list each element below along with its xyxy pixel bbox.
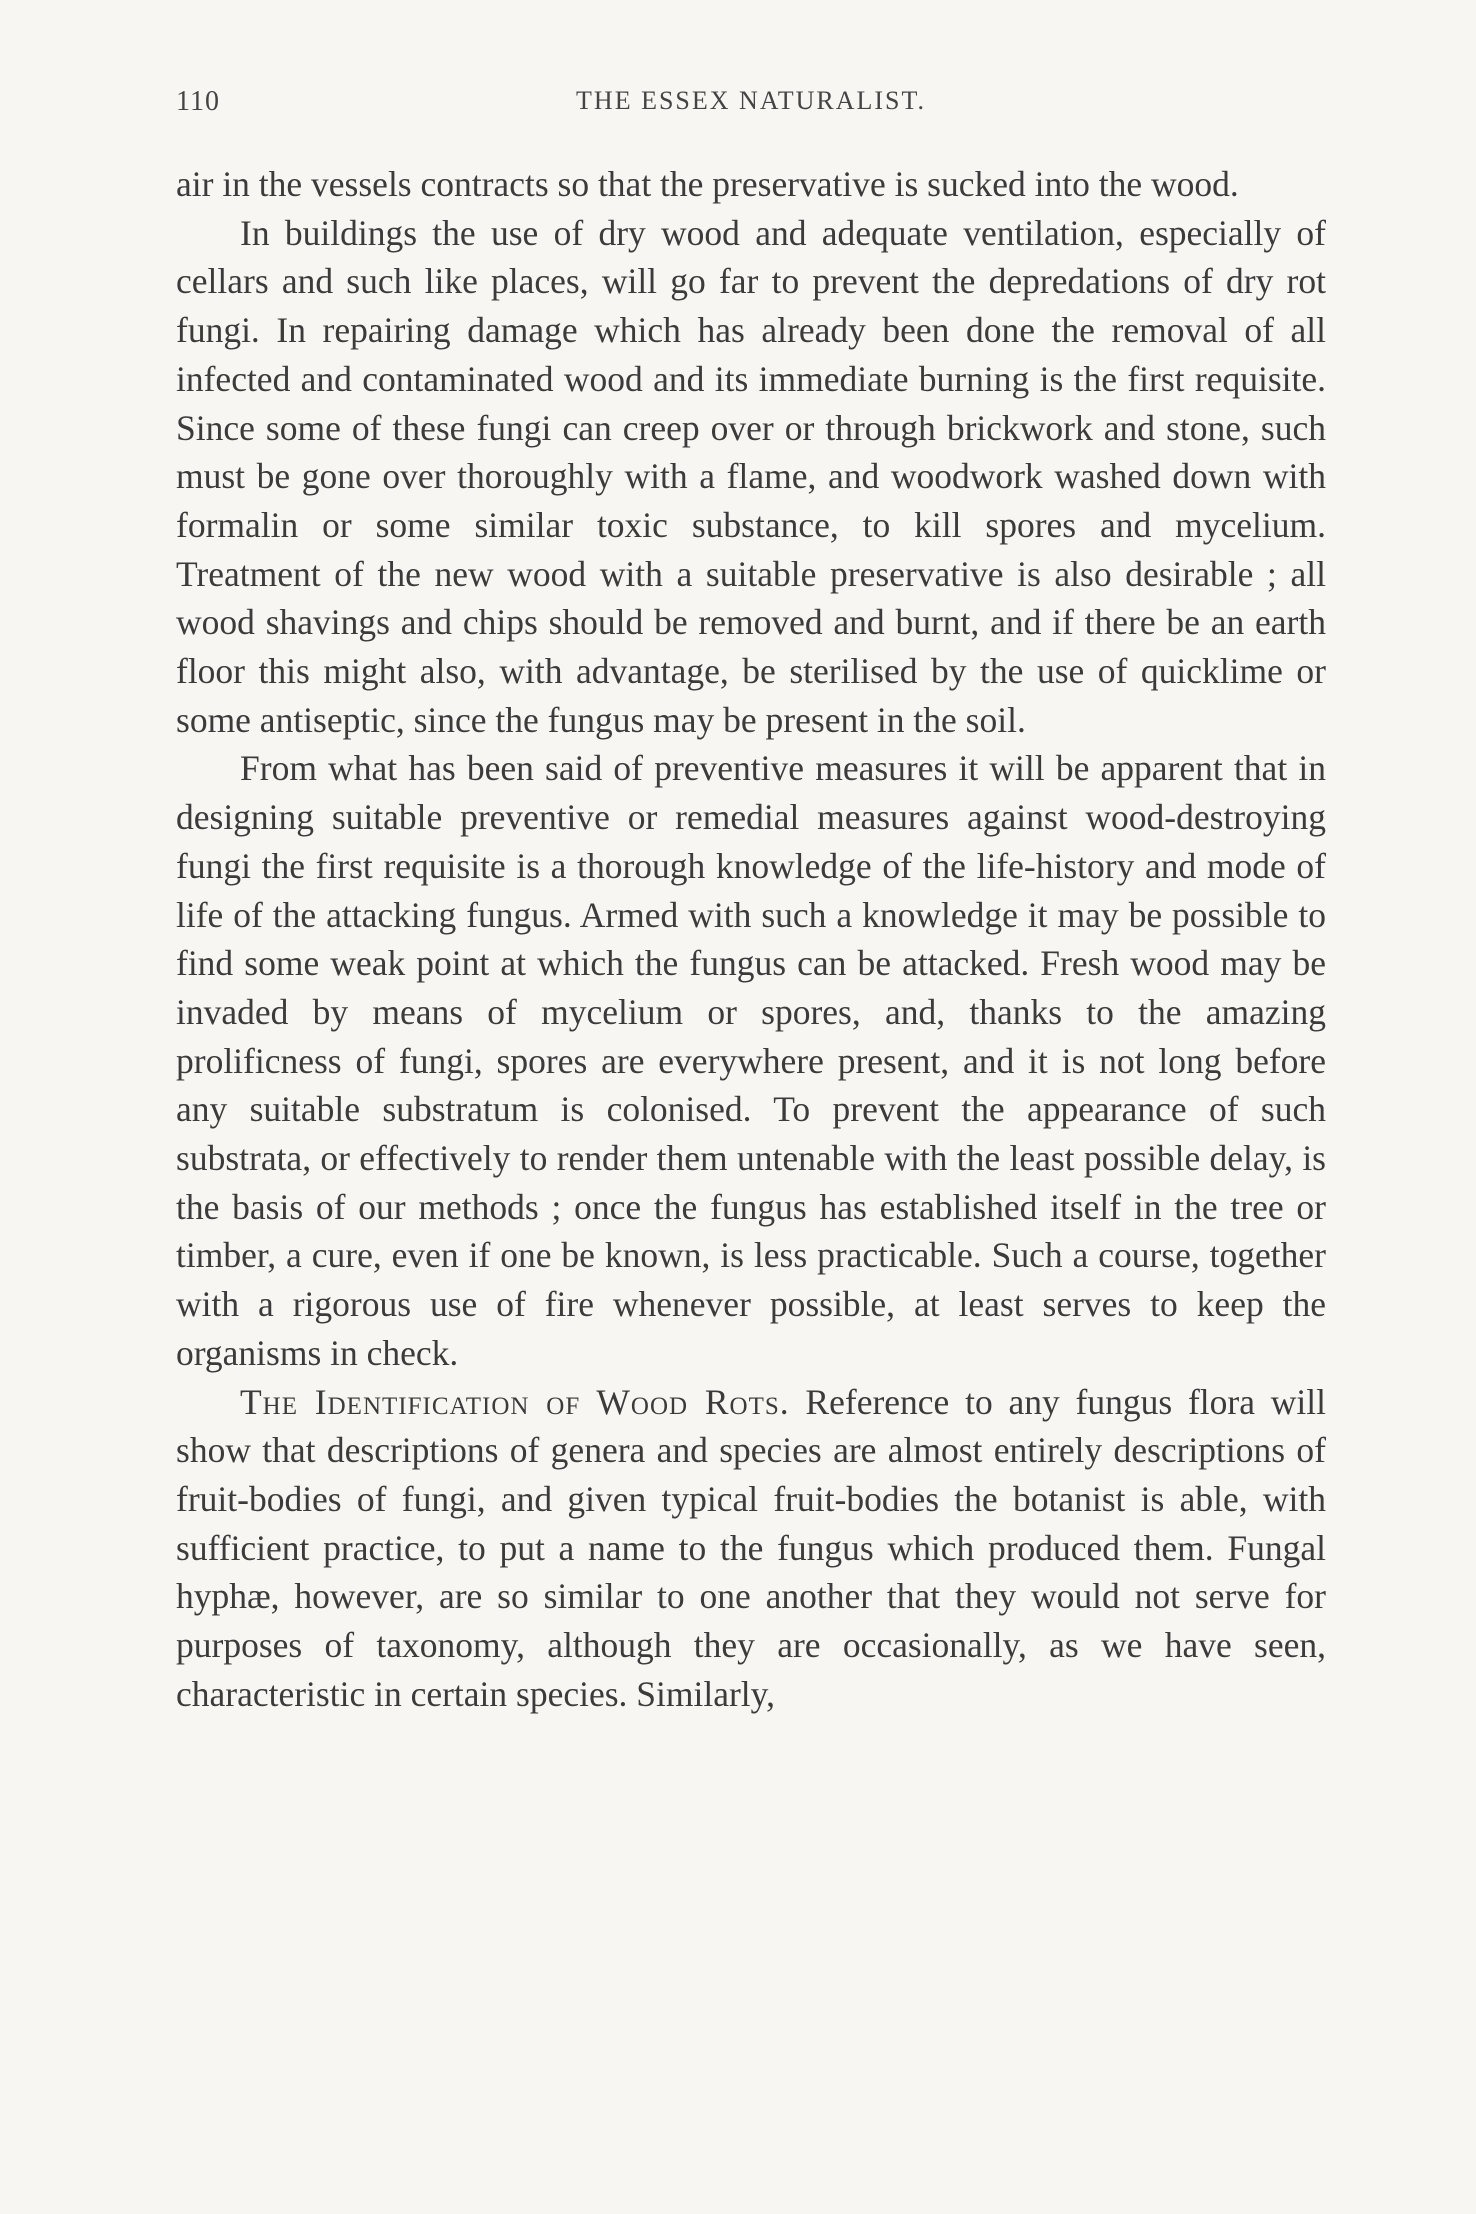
paragraph-text: Reference to any fungus flora will show that descriptions of genera and species are almost entirely descriptions of fruit-bodies of fungi, and given typical fruit-bodies the botanist is able, with sufficient practice, to put a name to the fungus which produced them. Fungal hyphæ, however, are so similar to one another that they would not serve for purposes of taxonomy, although they are occasionally, as we have seen, characteristic in certain species. Similarly, — [176, 1381, 1326, 1714]
paragraph-2 — [176, 209, 1326, 745]
paragraph-text: From what has been said of preventive measures it will be apparent that in designing suitable preventive or remedial measures against wood-destroying fungi the first requisite is a thorough knowledge of the life-history and mode of life of the attacking fungus. Armed with such a knowledge it may be possible to find some weak point at which the fungus can be attacked. Fresh wood may be invaded by means of mycelium or spores, and, thanks to the amazing prolificness of fungi, spores are everywhere present, and it is not long before any suitable substratum is colonised. To prevent the appearance of such substrata, or effectively to render them untenable with the least possible delay, is the basis of our methods ; once the fungus has established itself in the tree or timber, a cure, even if one be known, is less practicable. Such a course, together with a rigorous use of fire whenever possible, at least serves to keep the organisms in check. — [176, 748, 1326, 1373]
section-heading: The Identification of Wood Rots. — [240, 1381, 790, 1422]
paragraph-text: In buildings the use of dry wood and adequate ventilation, especially of cellars and such like places, will go far to prevent the depredations of dry rot fungi. In repairing damage which has already been done the removal of all infected and contaminated wood and its immediate burning is the first requisite. Since some of these fungi can creep over or through brickwork and stone, such must be gone over thoroughly with a flame, and woodwork washed down with formalin or some similar toxic substance, to kill spores and mycelium. Treatment of the new wood with a suitable preservative is also desirable ; all wood shavings and chips should be removed and burnt, and if there be an earth floor this might also, with advantage, be sterilised by the use of quicklime or some antiseptic, since the fungus may be present in the soil. — [176, 212, 1326, 740]
paragraph-1 — [176, 160, 1326, 209]
running-head — [176, 86, 1326, 126]
body-text — [176, 160, 1326, 1719]
paragraph-3 — [176, 744, 1326, 1377]
page-number: 110 — [176, 86, 220, 117]
paragraph-text: air in the vessels contracts so that the preservative is sucked into the wood. — [176, 164, 1239, 204]
paragraph-4 — [176, 1378, 1326, 1719]
running-title: THE ESSEX NATURALIST. — [576, 86, 926, 115]
